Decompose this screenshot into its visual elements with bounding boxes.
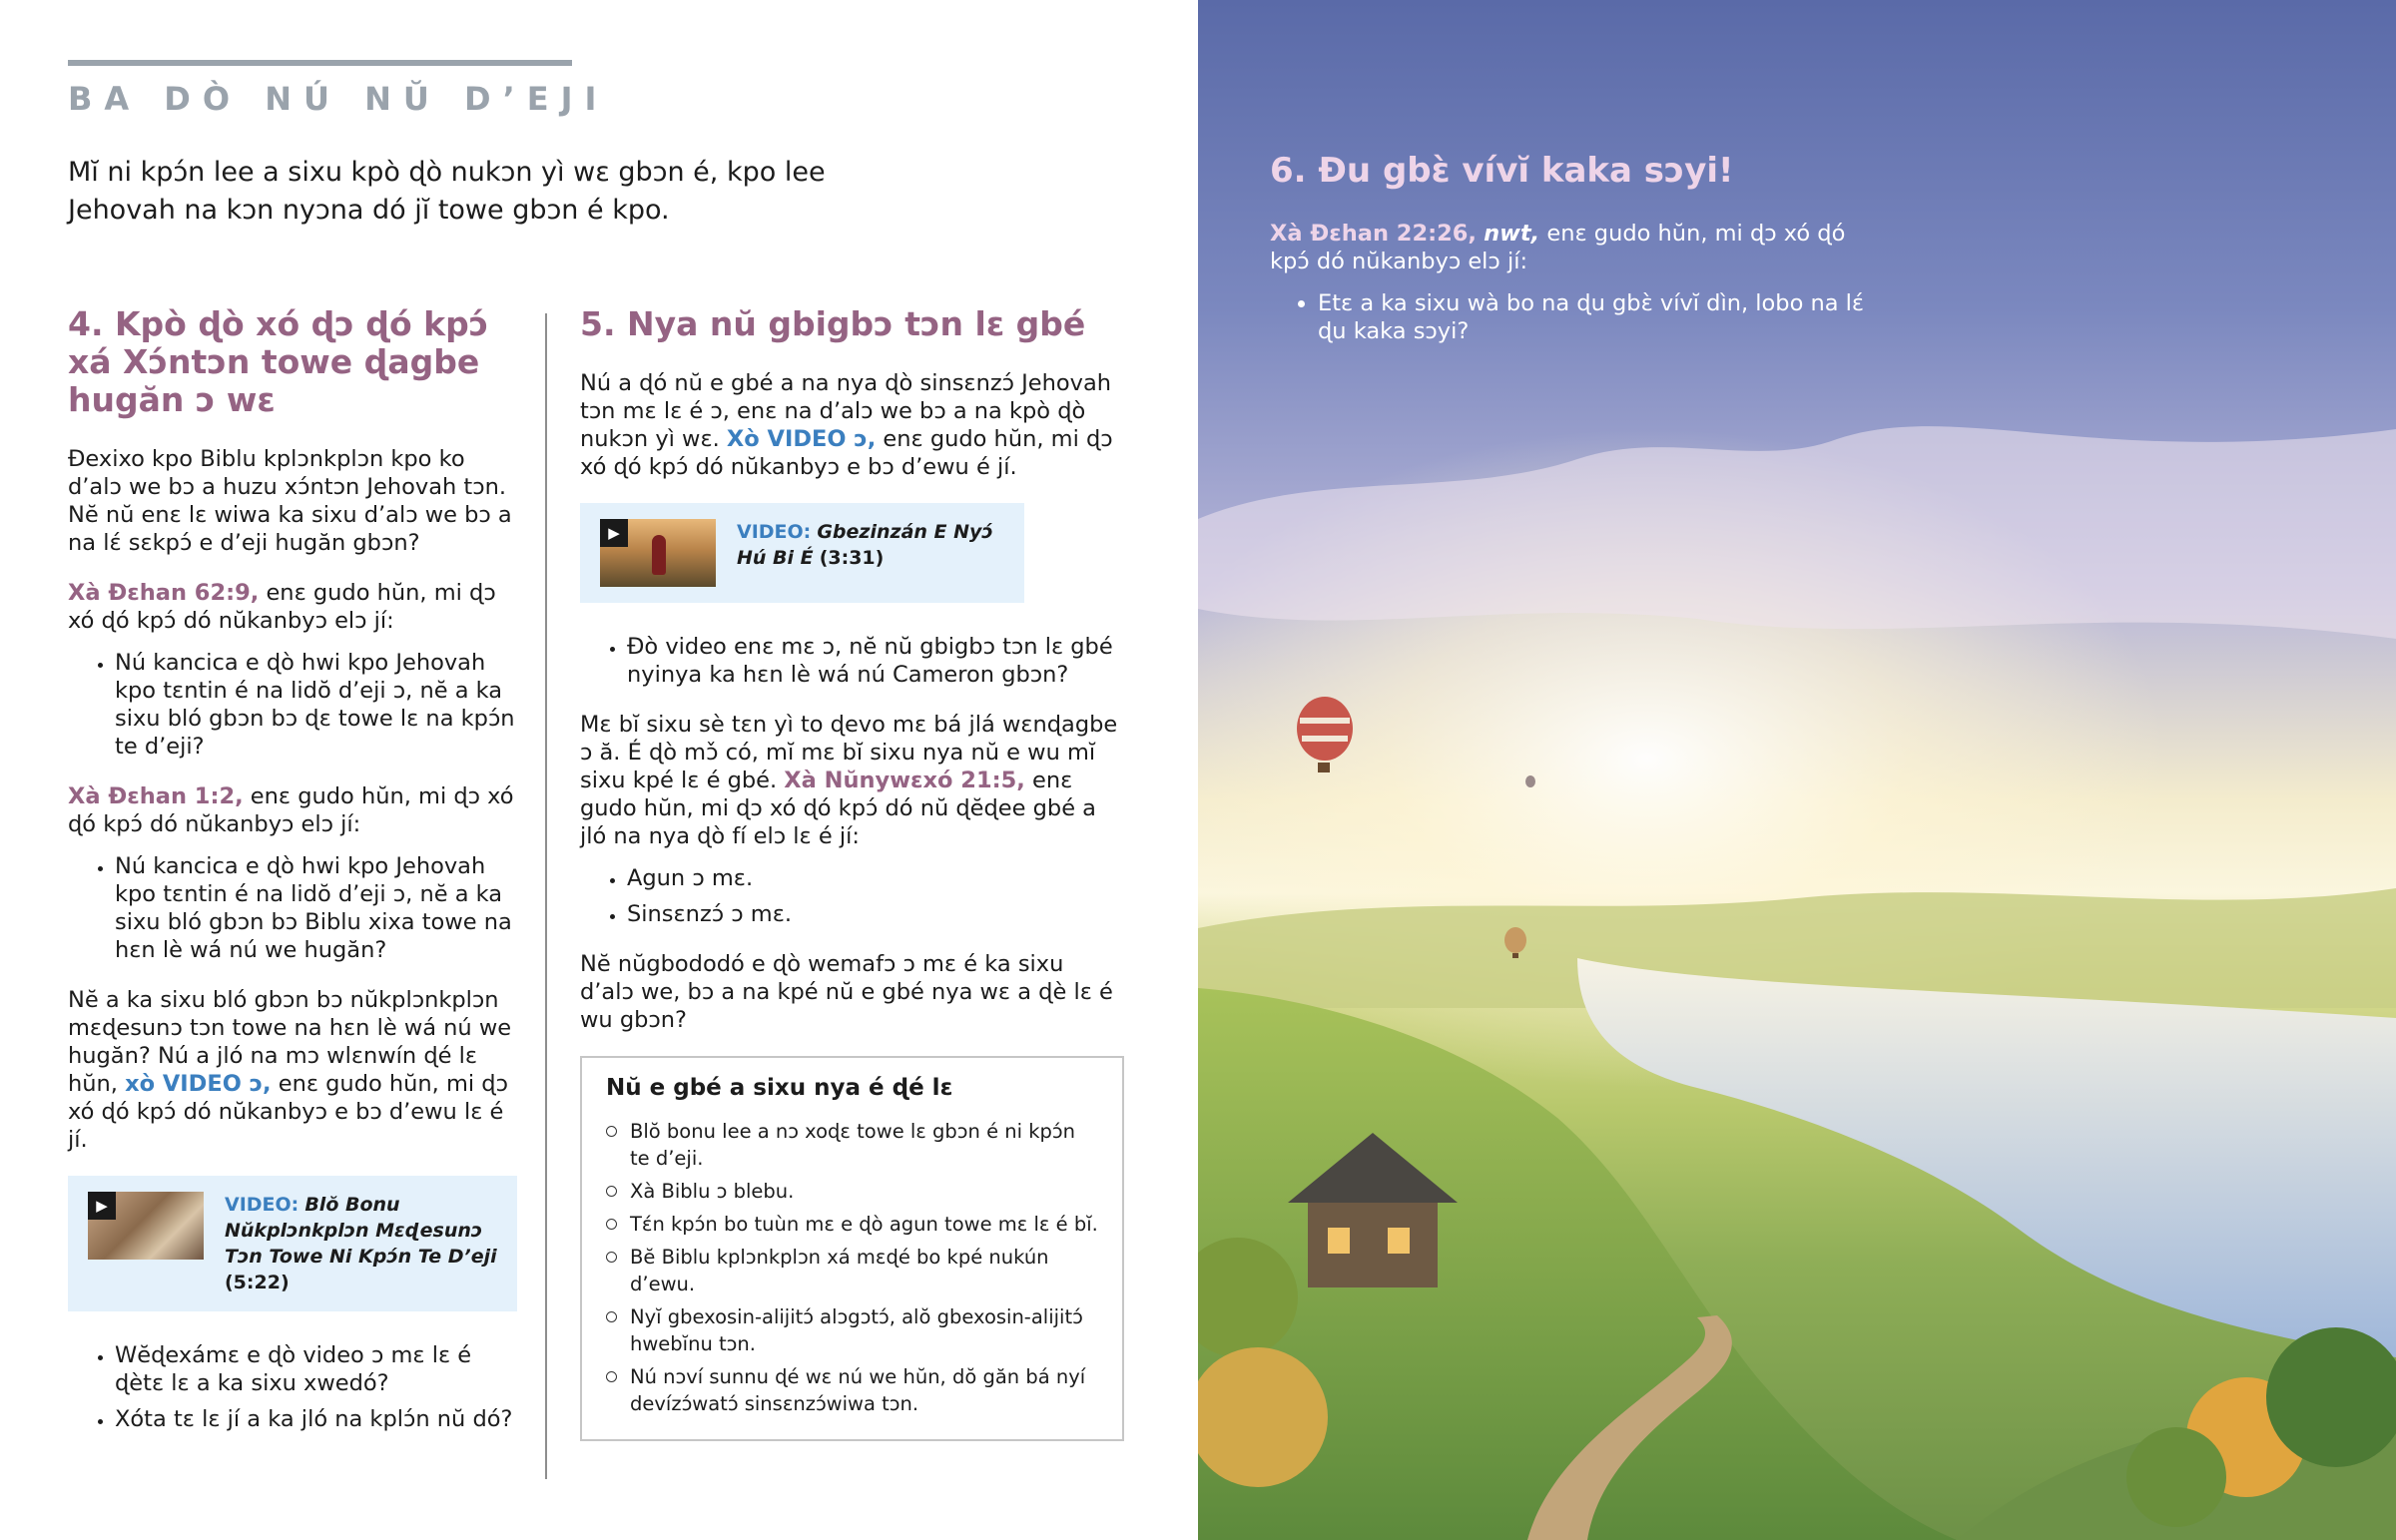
video-caption: VIDEO: Blŏ Bonu Nŭkplɔnkplɔn Mɛɖesunɔ Tɔn Towe Ni Kpɔ́n Te D’eji (5:22): [225, 1194, 497, 1293]
column-divider: [545, 313, 547, 1479]
video-link[interactable]: Xò VIDEO ɔ,: [726, 426, 877, 452]
question-item: • Etɛ a ka sixu wà bo na ɖu gbɛ̀ vívĭ dìn, lobo na lɛ́ ɖu kaka sɔyi?: [1318, 289, 1869, 345]
goal-suggestions-list: [606, 1118, 1098, 1417]
section-5-paragraph: Nú a ɖó nŭ e gbé a na nya ɖò sinsɛnzɔ́ Jehovah tɔn mɛ lɛ é ɔ, enɛ na d’alɔ we bɔ a na kpò ɖò nukɔn yì wɛ. Xò VIDEO ɔ, enɛ gudo hŭn, mi ɖɔ xó ɖó kpɔ́ dó nŭkanbyɔ e bɔ d’ewu é jí.: [580, 370, 1113, 480]
video-questions: [68, 1341, 517, 1433]
goal-suggestion: Nú nɔví sunnu ɖé wɛ nú we hŭn, dŏ găn bá nyí devízɔ́watɔ́ sinsɛnzɔ́wiwa tɔn.: [606, 1363, 1098, 1417]
section-5-heading: 5. Nya nŭ gbigbɔ tɔn lɛ gbé: [580, 304, 1086, 343]
reading-3: Xà Ðɛhan 22:26, nwt, enɛ gudo hŭn, mi ɖɔ xó ɖó kpɔ́ dó nŭkanbyɔ elɔ jí:: [1270, 221, 1846, 274]
reading-2-questions: [68, 852, 517, 964]
top-rule: [68, 60, 572, 66]
scripture-link[interactable]: Xà Ðɛhan 62:9,: [68, 580, 260, 606]
goal-item: • Agun ɔ mɛ.: [627, 864, 1124, 892]
goal-suggestion: Tɛ́n kpɔ́n bo tuùn mɛ e ɖò agun towe mɛ lɛ é bĭ.: [606, 1211, 1098, 1238]
intro-paragraph: Mĭ ni kpɔ́n lee a sixu kpò ɖò nukɔn yì wɛ gbɔn é, kpo lee Jehovah na kɔn nyɔna dó jĭ towe gbɔn é kpo.: [68, 157, 826, 226]
river: [1577, 958, 2396, 1357]
video-link[interactable]: xò VIDEO ɔ,: [125, 1071, 272, 1097]
hot-air-balloon: [1525, 775, 1535, 787]
right-page-illustration: [1198, 0, 2396, 1540]
video-duration: (3:31): [819, 547, 885, 569]
video-title: Gbezinzán E Nyɔ́ Hú Bi É: [737, 521, 993, 569]
question-item: • Nú kancica e ɖò hwi kpo Jehovah kpo tɛntin é na lidŏ d’eji ɔ, nĕ a ka sixu bló gbɔn bɔ Biblu xixa towe na hɛn lè wá nú we hugăn?: [115, 852, 517, 964]
goal-suggestion: Blŏ bonu lee a nɔ xoɖɛ towe lɛ gbɔn é ni kpɔ́n te d’eji.: [606, 1118, 1098, 1172]
bible-version: nwt,: [1484, 221, 1540, 247]
play-icon[interactable]: ▶: [88, 1192, 116, 1220]
question-item: • Wĕɖexámɛ e ɖò video ɔ mɛ lɛ é ɖètɛ lɛ a ka sixu xwedó?: [115, 1341, 517, 1397]
cloud: [1198, 426, 2396, 639]
video-duration: (5:22): [225, 1272, 290, 1293]
video-thumbnail[interactable]: [88, 1192, 204, 1260]
scripture-link[interactable]: Xà Nŭnywɛxó 21:5,: [784, 768, 1025, 793]
question-item: • Xóta tɛ lɛ jí a ka jló na kplɔ́n nŭ dó?: [115, 1405, 517, 1433]
column-right: [580, 305, 1124, 1441]
reading-2: Xà Ðɛhan 1:2, enɛ gudo hŭn, mi ɖɔ xó ɖó kpɔ́ dó nŭkanbyɔ elɔ jí:: [68, 783, 514, 837]
goal-suggestion: Nyĭ gbexosin-alijitɔ́ alɔgɔtɔ́, alŏ gbexosin-alijitɔ́ hwebĭnu tɔn.: [606, 1303, 1098, 1357]
scripture-link[interactable]: Xà Ðɛhan 22:26,: [1270, 221, 1477, 247]
video-caption: VIDEO: Gbezinzán E Nyɔ́ Hú Bi É (3:31): [737, 521, 993, 569]
scripture-link[interactable]: Xà Ðɛhan 1:2,: [68, 783, 244, 809]
video-thumbnail[interactable]: [600, 519, 716, 587]
question-item: • Nú kancica e ɖò hwi kpo Jehovah kpo tɛntin é na lidŏ d’eji ɔ, nĕ a ka sixu bló gbɔn bɔ ɖɛ towe lɛ na kpɔ́n te d’eji?: [115, 649, 517, 761]
video-card-study[interactable]: [68, 1176, 517, 1311]
section-6: [1270, 150, 1869, 345]
section-4-heading: 4. Kpò ɖò xó ɖɔ ɖó kpɔ́ xá Xɔ́ntɔn towe ɖagbe hugăn ɔ wɛ: [68, 304, 489, 419]
video-title: Blŏ Bonu Nŭkplɔnkplɔn Mɛɖesunɔ Tɔn Towe Ni Kpɔ́n Te D’eji: [225, 1194, 497, 1268]
column-left: [68, 305, 517, 1455]
reading-1-questions: [68, 649, 517, 761]
section-6-heading: 6. Ðu gbɛ̀ vívĭ kaka sɔyi!: [1270, 151, 1734, 191]
proverb-paragraph: Nĕ nŭgbododó e ɖò wemafɔ ɔ mɛ é ka sixu d’alɔ we, bɔ a na kpé nŭ e gbé nya wɛ a ɖè lɛ é wu gbɔn?: [580, 951, 1113, 1033]
goal-suggestions-box: [580, 1056, 1124, 1441]
video-card-life[interactable]: [580, 503, 1024, 603]
video-questions: [580, 633, 1124, 689]
goal-suggestion: Bĕ Biblu kplɔnkplɔn xá mɛɖé bo kpé nukún d’ewu.: [606, 1244, 1098, 1297]
goal-item: • Sinsɛnzɔ́ ɔ mɛ.: [627, 900, 1124, 928]
reading-1: Xà Ðɛhan 62:9, enɛ gudo hŭn, mi ɖɔ xó ɖó kpɔ́ dó nŭkanbyɔ elɔ jí:: [68, 580, 496, 634]
section-4-paragraph: Ðexixo kpo Biblu kplɔnkplɔn kpo ko d’alɔ we bɔ a huzu xɔ́ntɔn Jehovah tɔn. Nĕ nŭ enɛ lɛ wiwa ka sixu d’alɔ we bɔ a na lɛ́ sɛkpɔ́ e d’eji hugăn gbɔn?: [68, 446, 512, 556]
goal-suggestions-title: Nŭ e gbé a sixu nya é ɖé lɛ: [606, 1075, 953, 1101]
question-item: • Ðò video enɛ mɛ ɔ, nĕ nŭ gbigbɔ tɔn lɛ gbé nyinya ka hɛn lè wá nú Cameron gbɔn?: [627, 633, 1124, 689]
goal-suggestion: Xà Biblu ɔ blebu.: [606, 1178, 1098, 1205]
play-icon[interactable]: ▶: [600, 519, 628, 547]
video-intro-paragraph: Nĕ a ka sixu bló gbɔn bɔ nŭkplɔnkplɔn mɛɖesunɔ tɔn towe na hɛn lè wá nú we hugăn? Nú a jló na mɔ wlɛnwín ɖé lɛ hŭn, xò VIDEO ɔ, enɛ gudo hŭn, mi ɖɔ xó ɖó kpɔ́ dó nŭkanbyɔ e bɔ d’ewu lɛ é jí.: [68, 987, 512, 1153]
goals-paragraph: Mɛ bĭ sixu sè tɛn yì to ɖevo mɛ bá jlá wɛnɖagbe ɔ ă. É ɖò mɔ̌ có, mĭ mɛ bĭ sixu nya nŭ e wu mĭ sixu kpé lɛ é gbé. Xà Nŭnywɛxó 21:5, enɛ gudo hŭn, mi ɖɔ xó ɖó kpɔ́ dó nŭ ɖĕɖee gbé a jló na nya ɖò fí elɔ lɛ é jí:: [580, 712, 1118, 849]
section-label: BA DÒ NÚ NŬ D’EJI: [68, 80, 609, 118]
reading-3-questions: [1270, 289, 1869, 345]
goal-areas: [580, 864, 1124, 928]
